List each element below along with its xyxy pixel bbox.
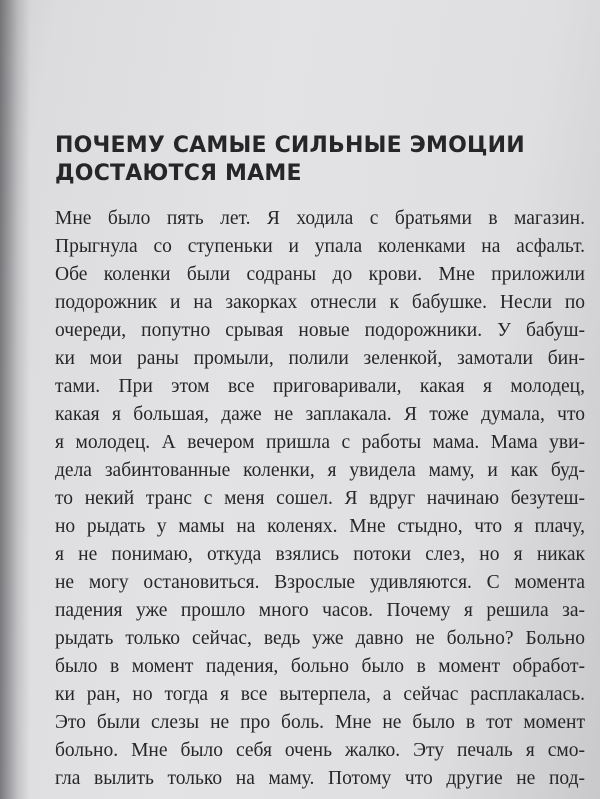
text-line: было в момент падения, больно было в момент обработ- <box>55 656 585 677</box>
section-heading <box>55 132 575 188</box>
heading-line: ПОЧЕМУ САМЫЕ СИЛЬНЫЕ ЭМОЦИИ <box>55 133 525 158</box>
text-line: подорожник и на закорках отнесли к бабушке. Несли по <box>55 292 585 313</box>
text-line: дела забинтованные коленки, я увидела маму, и как буд- <box>55 460 585 481</box>
text-line: но рыдать у мамы на коленях. Мне стыдно, что я плачу, <box>55 516 585 537</box>
text-line: какая я большая, даже не заплакала. Я тоже думала, что <box>55 404 585 425</box>
text-line: Обе коленки были содраны до крови. Мне приложили <box>55 264 585 285</box>
text-line: больно. Мне было себя очень жалко. Эту печаль я смо- <box>55 740 585 761</box>
text-line: падения уже прошло много часов. Почему я решила за- <box>55 600 585 621</box>
text-line: очереди, попутно срывая новые подорожники. У бабуш- <box>55 320 585 341</box>
text-line: Прыгнула со ступеньки и упала коленками на асфальт. <box>55 236 585 257</box>
body-text <box>55 205 585 793</box>
text-line: то некий транс с меня сошел. Я вдруг начинаю безутеш- <box>55 488 585 509</box>
text-line: тами. При этом все приговаривали, какая я молодец, <box>55 376 585 397</box>
text-line: не могу остановиться. Взрослые удивляются. С момента <box>55 572 585 593</box>
text-line: гла вылить только на маму. Потому что другие не под- <box>55 768 585 789</box>
text-line: рыдать только сейчас, ведь уже давно не больно? Больно <box>55 628 585 649</box>
text-line: я молодец. А вечером пришла с работы мама. Мама уви- <box>55 432 585 453</box>
bleed-through-text <box>150 0 590 59</box>
text-line: я не понимаю, откуда взялись потоки слез, но я никак <box>55 544 585 565</box>
text-line: ки мои раны промыли, полили зеленкой, замотали бин- <box>55 348 585 369</box>
heading-line: ДОСТАЮТСЯ МАМЕ <box>55 161 302 186</box>
text-line: ки ран, но тогда я все вытерпела, а сейчас расплакалась. <box>55 684 585 705</box>
text-line: Это были слезы не про боль. Мне не было в тот момент <box>55 712 585 733</box>
page-binding-shadow <box>0 0 30 799</box>
text-line: Мне было пять лет. Я ходила с братьями в магазин. <box>55 208 585 229</box>
